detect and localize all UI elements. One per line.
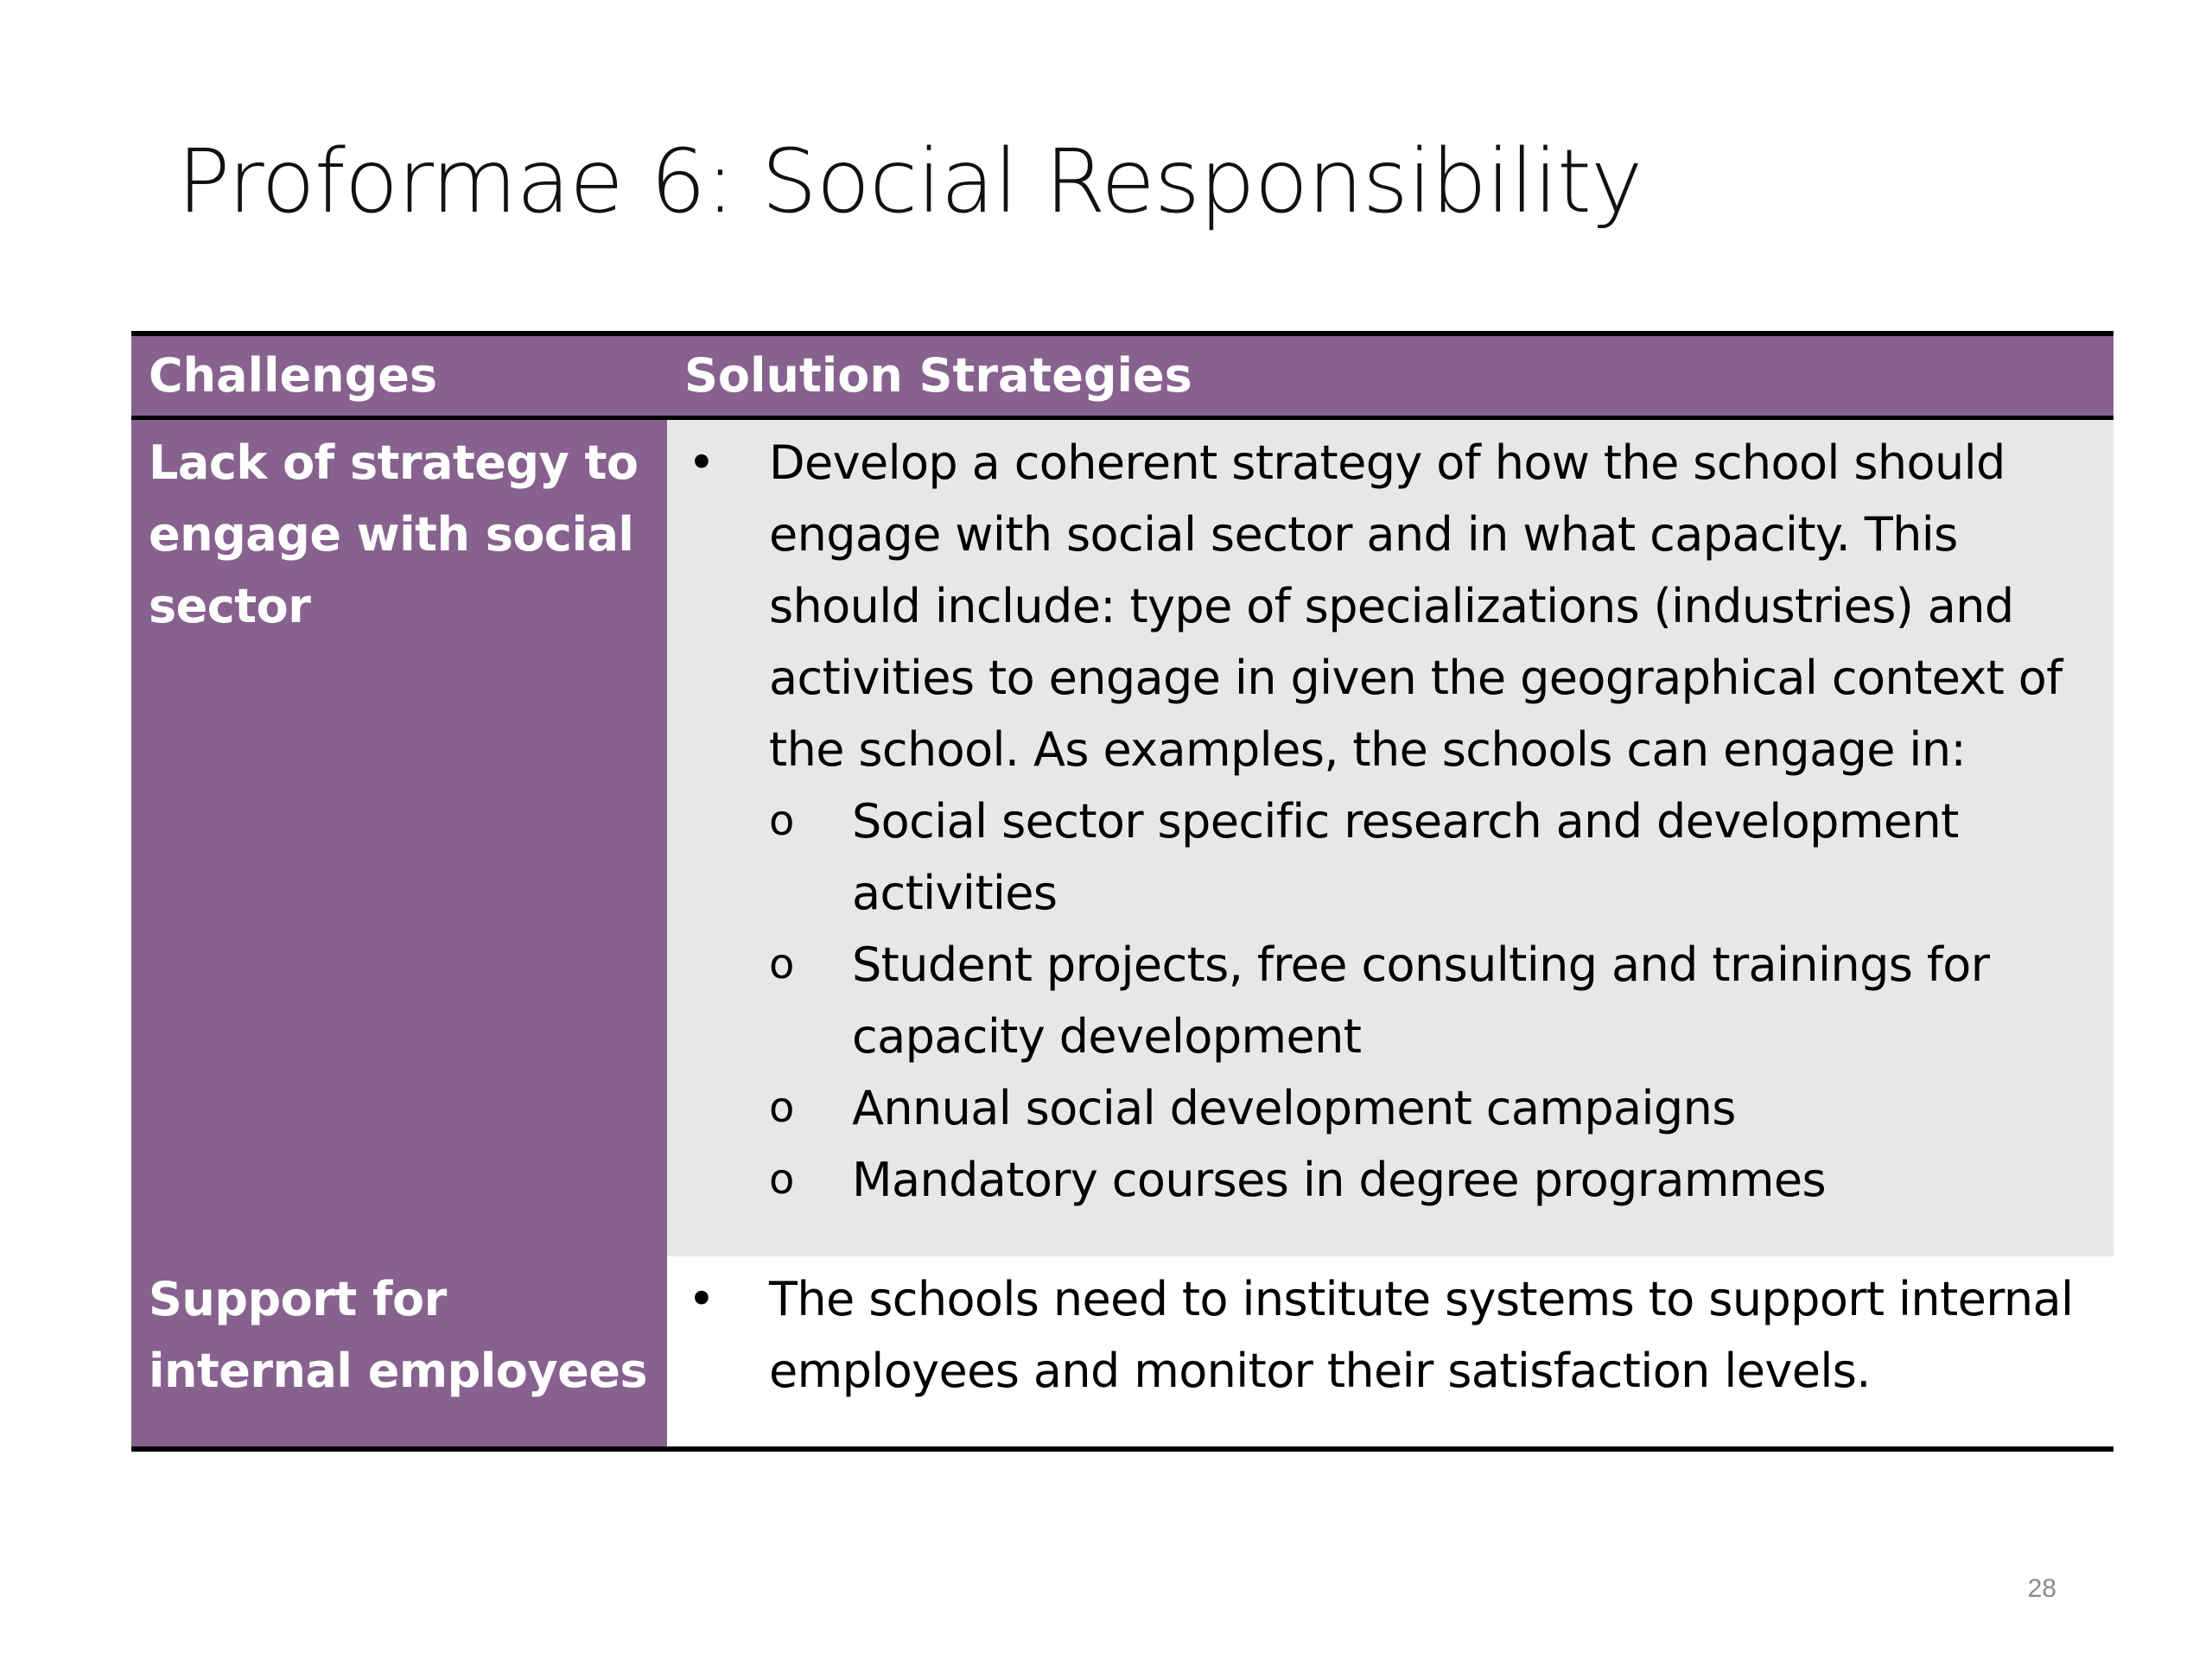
challenge-text: Support for internal employees — [149, 1272, 647, 1398]
list-item — [769, 1072, 2096, 1144]
solution-text: Develop a coherent strategy of how the school should engage with social sector and in what capacity. This should include: type of specializations (industries) and activities to engage in given the geographical context of the school. As examples, the schools can engage in: — [769, 435, 2063, 777]
solution-cell — [667, 1256, 2113, 1446]
bullet-icon: • — [688, 1272, 715, 1326]
challenge-text: Lack of strategy to engage with social sector — [149, 435, 639, 633]
challenge-cell — [131, 1256, 667, 1446]
list-item — [769, 1144, 2096, 1216]
list-item-text: Mandatory courses in degree programmes — [852, 1153, 1827, 1207]
list-item-text: Annual social development campaigns — [852, 1081, 1736, 1135]
strategy-table — [131, 331, 2113, 1452]
solution-bullet — [667, 420, 2113, 1216]
list-item-text: Social sector specific research and development activities — [852, 794, 1959, 920]
list-item-text: Student projects, free consulting and trainings for capacity development — [852, 938, 1990, 1064]
table-header-row — [131, 336, 2113, 420]
slide-title: Proformae 6: Social Responsibility — [177, 130, 1643, 233]
solution-cell — [667, 420, 2113, 1256]
list-item — [769, 785, 2096, 929]
solution-bullet — [667, 1256, 2113, 1407]
solution-text: The schools need to institute systems to support internal employees and monitor their satisfaction levels. — [769, 1272, 2074, 1398]
example-list — [769, 785, 2096, 1216]
header-challenges: Challenges — [131, 336, 667, 416]
page-number: 28 — [2027, 1574, 2056, 1603]
challenge-cell — [131, 420, 667, 1256]
bullet-icon: • — [688, 435, 715, 490]
list-item — [769, 929, 2096, 1072]
header-solution-strategies: Solution Strategies — [667, 336, 2113, 416]
circle-bullet-icon: o — [769, 940, 794, 988]
table-row — [131, 420, 2113, 1256]
circle-bullet-icon: o — [769, 1155, 794, 1204]
circle-bullet-icon: o — [769, 1084, 794, 1132]
circle-bullet-icon: o — [769, 797, 794, 845]
table-row — [131, 1256, 2113, 1446]
